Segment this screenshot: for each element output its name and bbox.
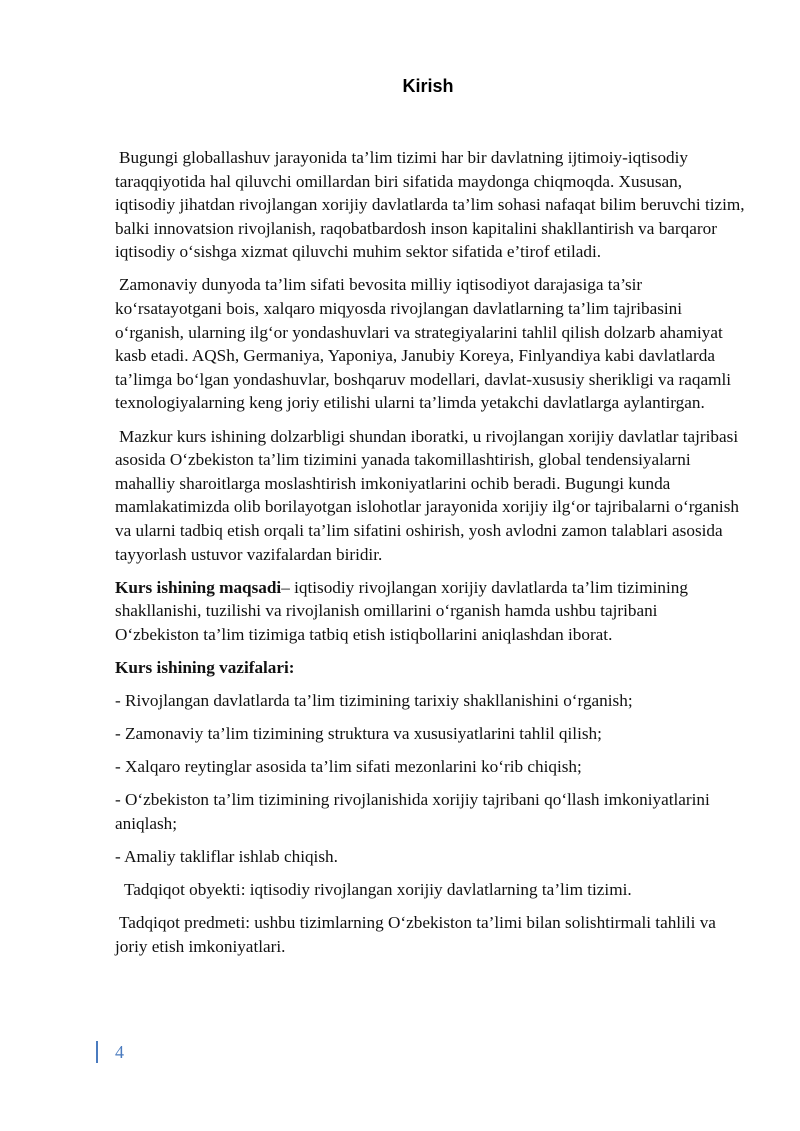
paragraph-modern-world: Zamonaviy dunyoda ta’lim sifati bevosita milliy iqtisodiyot darajasiga ta’sir ko‘rsatayotgani bois, xalqaro miqyosda rivojlangan davlatlarning ta’lim tajribasini o‘rganish, ularning ilg‘or yondashuvlari va strategiyalarini tahlil qilish dolzarb ahamiyat kasb etadi. AQSh, Germaniya, Yaponiya, Janubiy Koreya, Finlyandiya kabi davlatlarda ta’limga bo‘lgan yondashuvlar, boshqaruv modellari, davlat-xususiy sherikligi va raqamli texnologiyalarning keng joriy etilishi ularni ta’limda yetakchi davlatlarga aylantirgan. [115,275,732,413]
page-number: 4 [115,1041,124,1062]
goal-label: Kurs ishining maqsadi [115,577,282,597]
paragraph-relevance: Mazkur kurs ishining dolzarbligi shundan iboratki, u rivojlangan xorijiy davlatlar tajribasi asosida O‘zbekiston ta’lim tizimini yanada takomillashtirish, global tendensiyalarni mahalliy sharoitlarga moslashtirish imkoniyatlarini ochib beradi. Bugungi kunda mamlakatimizda olib borilayotgan islohotlar jarayonida xorijiy ilg‘or tajribalarni o‘rganish va ularni tadbiq etish orqali ta’lim sifatini oshirish, yosh avlodni zamon talablari asosida tayyorlash ustuvor vazifalardan biridir. [115,426,739,564]
document-body [115,146,745,968]
page-footer [96,1041,124,1063]
task-item-2: - Zamonaviy ta’lim tizimining struktura va xususiyatlarini tahlil qilish; [115,724,602,744]
paragraph-tasks-heading [115,656,745,680]
paragraph-intro: Bugungi globallashuv jarayonida ta’lim tizimi har bir davlatning ijtimoiy-iqtisodiy taraqqiyotida hal qiluvchi omillardan biri sifatida maydonga chiqmoqda. Xususan, iqtisodiy jihatdan rivojlangan xorijiy davlatlarda ta’lim sohasi nafaqat bilim beruvchi tizim, balki innovatsion rivojlanish, raqobatbardosh inson kapitalini shakllantirish va barqaror iqtisodiy o‘sishga xizmat qiluvchi muhim sektor sifatida e’tirof etiladi. [115,148,745,262]
tasks-label: Kurs ishining vazifalari: [115,657,295,677]
paragraph-research-object: Tadqiqot obyekti: iqtisodiy rivojlangan xorijiy davlatlarning ta’lim tizimi. [124,880,632,900]
task-item-3: - Xalqaro reytinglar asosida ta’lim sifati mezonlarini ko‘rib chiqish; [115,757,582,777]
paragraph-research-subject: Tadqiqot predmeti: ushbu tizimlarning O‘zbekiston ta’limi bilan solishtirmali tahlili va joriy etish imkoniyatlari. [115,913,716,956]
goal-text: – iqtisodiy rivojlangan xorijiy davlatlarda ta’lim tizimining shakllanishi, tuzilishi va rivojlanish omillarini o‘rganish hamda ushbu tajribani O‘zbekiston ta’lim tizimiga tatbiq etish istiqbollarini aniqlashdan iborat. [115,577,688,644]
footer-divider [96,1041,98,1063]
task-item-5: - Amaliy takliflar ishlab chiqish. [115,846,338,866]
task-item-4: - O‘zbekiston ta’lim tizimining rivojlanishida xorijiy tajribani qo‘llash imkoniyatlarini aniqlash; [115,790,710,833]
task-item-1: - Rivojlangan davlatlarda ta’lim tizimining tarixiy shakllanishini o‘rganish; [115,690,633,710]
paragraph-goal [115,576,745,647]
page-title: Kirish [402,76,454,96]
